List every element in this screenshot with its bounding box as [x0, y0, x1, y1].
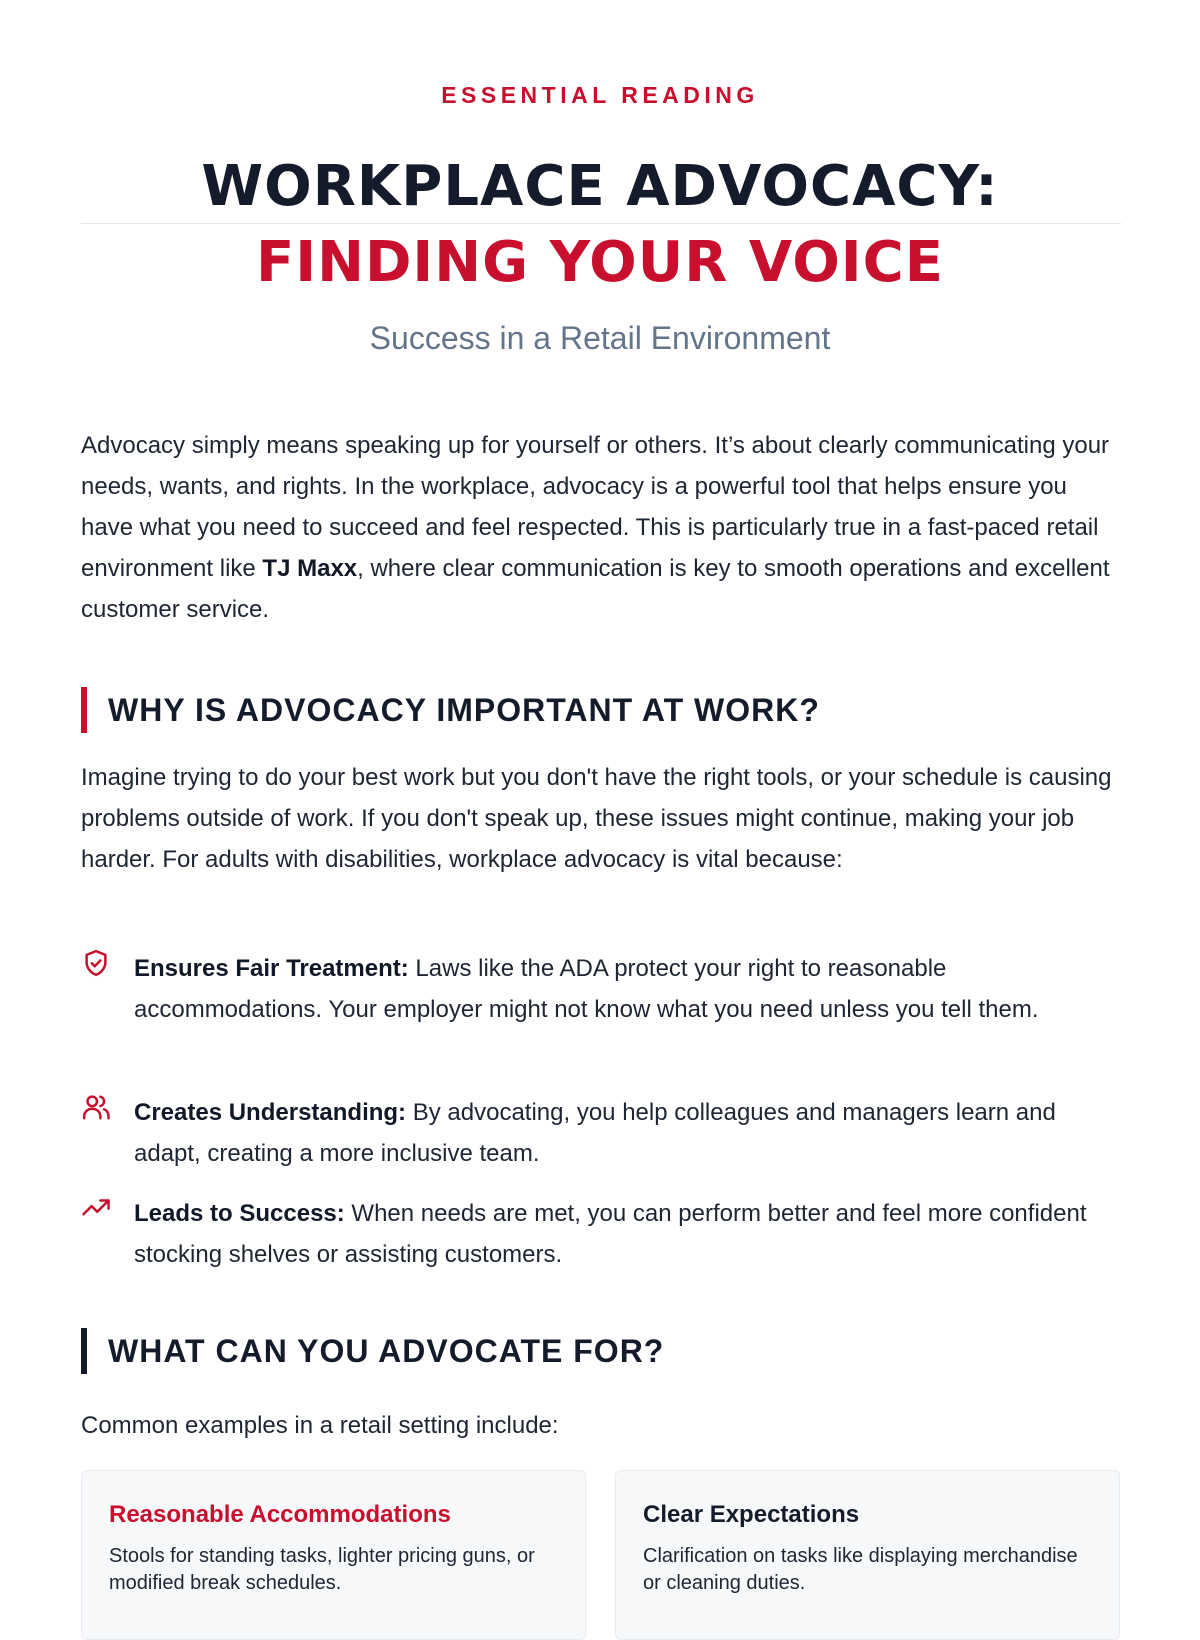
trending-up-icon	[81, 1193, 111, 1223]
eyebrow-label: ESSENTIAL READING	[441, 82, 759, 108]
bullet-text	[134, 1193, 1121, 1275]
bullet-body: By advocating, you help colleagues and managers learn and adapt, creating a more inclusive team.	[134, 1099, 1056, 1167]
bullet-label: Leads to Success:	[134, 1200, 345, 1227]
card-body: Stools for standing tasks, lighter pricing guns, or modified break schedules.	[109, 1545, 535, 1594]
bullet-body: Laws like the ADA protect your right to reasonable accommodations. Your employer might not know what you need unless you tell them.	[134, 955, 1039, 1023]
why-paragraph: Imagine trying to do your best work but you don't have the right tools, or your schedule is causing problems outside of work. If you don't speak up, these issues might continue, making your job harder. For adults with disabilities, workplace advocacy is vital because:	[81, 764, 1112, 873]
section-heading-why	[81, 687, 1121, 733]
heading-accent-bar	[81, 687, 87, 733]
bullet-text	[134, 948, 1121, 1030]
title-line-1: WORKPLACE ADVOCACY:	[201, 154, 999, 219]
list-item	[81, 1193, 1121, 1275]
title-line-2: FINDING YOUR VOICE	[255, 230, 944, 295]
intro-text-before: Advocacy simply means speaking up for yourself or others. It’s about clearly communicating your needs, wants, and rights. In the workplace, advocacy is a powerful tool that helps ensure you have what you need to succeed and feel respected. This is particularly true in a fast-paced retail environment like	[81, 432, 1110, 582]
heading-accent-bar	[81, 1328, 87, 1374]
examples-intro: Common examples in a retail setting include:	[81, 1412, 559, 1439]
bullet-text	[134, 1092, 1121, 1174]
intro-bold-brand: TJ Maxx	[262, 555, 358, 582]
bullet-label: Ensures Fair Treatment:	[134, 955, 409, 982]
card-title: Reasonable Accommodations	[109, 1501, 451, 1528]
section-heading-what	[81, 1328, 1121, 1374]
section-heading-text: WHY IS ADVOCACY IMPORTANT AT WORK?	[108, 691, 820, 728]
intro-paragraph	[81, 425, 1121, 630]
example-card	[81, 1470, 586, 1640]
card-body: Clarification on tasks like displaying merchandise or cleaning duties.	[643, 1545, 1078, 1594]
list-item	[81, 1092, 1121, 1174]
card-title: Clear Expectations	[643, 1501, 860, 1528]
title-divider	[81, 223, 1121, 224]
users-icon	[81, 1092, 111, 1122]
bullet-body: When needs are met, you can perform better and feel more confident stocking shelves or assisting customers.	[134, 1200, 1087, 1268]
section-heading-text: WHAT CAN YOU ADVOCATE FOR?	[108, 1332, 665, 1369]
shield-check-icon	[81, 948, 111, 978]
intro-text-after: , where clear communication is key to smooth operations and excellent customer service.	[81, 555, 1110, 623]
example-card	[615, 1470, 1120, 1640]
list-item	[81, 948, 1121, 1030]
subtitle: Success in a Retail Environment	[369, 320, 831, 356]
bullet-label: Creates Understanding:	[134, 1099, 407, 1126]
